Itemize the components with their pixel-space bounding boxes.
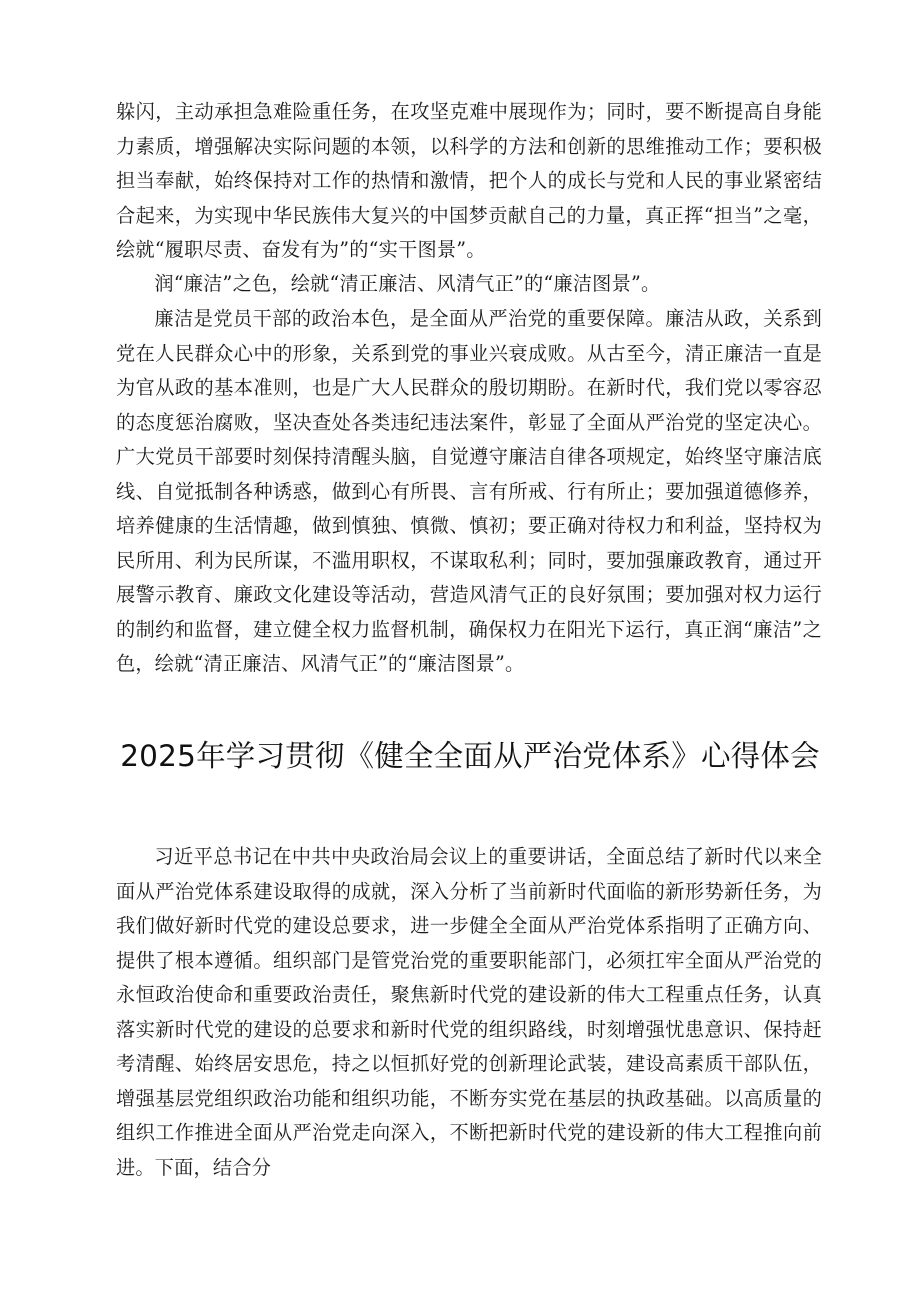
integrity-paragraph: 廉洁是党员干部的政治本色，是全面从严治党的重要保障。廉洁从政，关系到党在人民群众心中的形象，关系到党的事业兴衰成败。从古至今，清正廉洁一直是为官从政的基本准则，也是广大人民群众的殷切期盼。在新时代，我们党以零容忍的态度惩治腐败，坚决查处各类违纪违法案件，彰显了全面从严治党的坚定决心。广大党员干部要时刻保持清醒头脑，自觉遵守廉洁自律各项规定，始终坚守廉洁底线、自觉抵制各种诱惑，做到心有所畏、言有所戒、行有所止；要加强道德修养，培养健康的生活情趣，做到慎独、慎微、慎初；要正确对待权力和利益，坚持权为民所用、利为民所谋，不滥用职权，不谋取私利；同时，要加强廉政教育，通过开展警示教育、廉政文化建设等活动，营造风清气正的良好氛围；要加强对权力运行的制约和监督，建立健全权力监督机制，确保权力在阳光下运行，真正润“廉洁”之色，绘就“清正廉洁、风清气正”的“廉洁图景”。	[116, 307, 822, 675]
section-heading-integrity: 润“廉洁”之色，绘就“清正廉洁、风清气正”的“廉洁图景”。	[154, 272, 661, 295]
intro-paragraph: 习近平总书记在中共中央政治局会议上的重要讲话，全面总结了新时代以来全面从严治党体系建设取得的成就，深入分析了当前新时代面临的新形势新任务，为我们做好新时代党的建设总要求，进一步健全全面从严治党体系指明了正确方向、提供了根本遵循。组织部门是管党治党的重要职能部门，必须扛牢全面从严治党的永恒政治使命和重要政治责任，聚焦新时代党的建设新的伟大工程重点任务，认真落实新时代党的建设的总要求和新时代党的组织路线，时刻增强忧患意识、保持赶考清醒、始终居安思危，持之以恒抓好党的创新理论武装，建设高素质干部队伍，增强基层党组织政治功能和组织功能，不断夯实党在基层的执政基础。以高质量的组织工作推进全面从严治党走向深入，不断把新时代党的建设新的伟大工程推向前进。下面，结合分	[116, 845, 822, 1179]
continuation-paragraph: 躲闪，主动承担急难险重任务，在攻坚克难中展现作为；同时，要不断提高自身能力素质，增强解决实际问题的本领，以科学的方法和创新的思维推动工作；要积极担当奉献，始终保持对工作的热情和激情，把个人的成长与党和人民的事业紧密结合起来，为实现中华民族伟大复兴的中国梦贡献自己的力量，真正挥“担当”之毫，绘就“履职尽责、奋发有为”的“实干图景”。	[116, 100, 822, 261]
document-title: 2025年学习贯彻《健全全面从严治党体系》心得体会	[120, 739, 820, 773]
